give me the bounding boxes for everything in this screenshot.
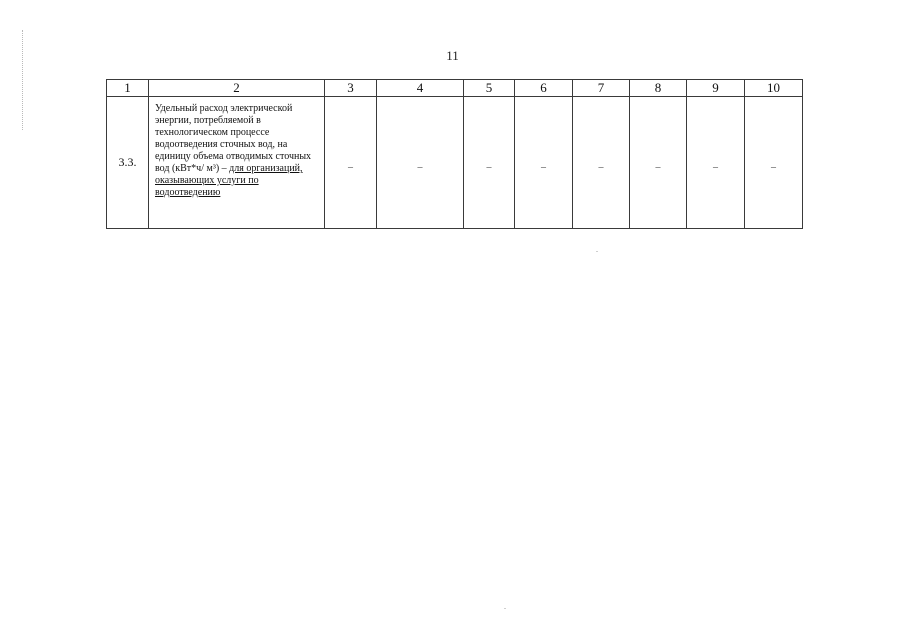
description-text: Удельный расход электрической энергии, потребляемой в технологическом процессе водоотведения сточных вод, на единицу объема отводимых сточных вод (кВт*ч/ м³) – [155,103,312,174]
column-header-10: 10 [745,80,803,97]
column-header-3: 3 [325,80,377,97]
table-header-row [107,80,803,97]
row-number-cell: 3.3. [107,97,149,229]
value-dash: – [655,161,661,173]
value-dash: – [417,161,423,173]
value-cell-7 [573,97,630,229]
page-number: 11 [446,48,459,63]
column-header-9: 9 [687,80,745,97]
column-header-8: 8 [630,80,687,97]
column-header-5: 5 [464,80,515,97]
margin-marks [22,30,24,130]
column-header-4: 4 [377,80,464,97]
value-dash: – [771,161,776,173]
scan-speck [596,251,598,252]
value-cell-6 [515,97,573,229]
value-dash: – [598,161,604,173]
description-underlined-text: для организаций, оказывающих услуги по водоотведению [155,163,303,198]
value-cell-4 [377,97,464,229]
column-header-7: 7 [573,80,630,97]
value-cell-3 [325,97,377,229]
description-cell [149,97,325,229]
value-dash: – [348,161,353,173]
value-cell-8 [630,97,687,229]
column-header-6: 6 [515,80,573,97]
value-cell-9 [687,97,745,229]
data-table [106,79,803,229]
table-row [107,97,803,229]
value-dash: – [486,161,492,173]
value-cell-10 [745,97,803,229]
column-header-1: 1 [107,80,149,97]
value-dash: – [541,161,546,173]
value-dash: – [713,161,718,173]
column-header-2: 2 [149,80,325,97]
value-cell-5 [464,97,515,229]
scan-speck [504,608,506,609]
